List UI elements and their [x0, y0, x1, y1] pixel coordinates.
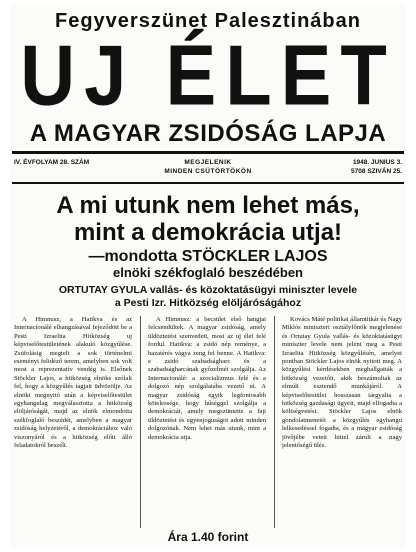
schedule-line-1: MEGJELENIK [184, 159, 232, 166]
letter-line-1: ORTUTAY GYULA vallás- és közoktatásügyi miniszter levele [58, 284, 358, 296]
info-bar [10, 156, 406, 180]
headline-line-2: mint a demokrácia utja! [73, 219, 343, 246]
subheadline-speech: elnöki székfoglaló beszédében [113, 265, 303, 280]
date-line-1: 1948. JUNIUS 3. [352, 159, 402, 166]
newspaper-front-page [10, 4, 406, 548]
masthead-title: UJ ÉLET [20, 28, 396, 124]
publication-schedule [140, 158, 276, 176]
article-column-2 [148, 316, 266, 526]
strapline: Fegyverszünet Palesztinában [55, 10, 361, 32]
masthead-subtitle: A MAGYAR ZSIDÓSÁG LAPJA [29, 120, 387, 147]
column-divider-2 [274, 316, 275, 528]
issue-date [351, 158, 402, 176]
price-label: Ára 1.40 forint [167, 530, 249, 544]
article-column-3 [282, 316, 402, 526]
subheadline-letter [10, 284, 406, 310]
issue-number: IV. ÉVFOLYAM 28. SZÁM [14, 159, 90, 166]
letter-line-2: a Pesti Izr. Hitközség elöljáróságához [114, 297, 302, 309]
column-2-text: A Himnusz: a becsület első hangjai felcsendültek. A magyar zsidóság, amely üldöztetést szenvedett, most az uj élet felé fordul. Hatikva: a zsidó nép reménye, a hazatérés vágya zeng fel benne. A Hatikva: e zsidó szabadságharc és a szabadságharcának győzelmét szolgálja. Az Internacionálé: a szocializmus felé és a dolgozó nép szolgálatába vezető ut. A magyar zsidóság egyik legfontosabb kötelessége, hogy hűséggel szolgálja a demokráciát, amely megszüntette a faji üldöztetést és egyenjoguságot adott minden dolgozónak. Nem lehet más utunk, mint a demokrácia utja. [148, 316, 266, 441]
column-1-text: A Himnusz, a Hatikva és az Internacionálé elhangzásával fejeződött be a Pesti Izraelita Hitközség uj képviselőtestületének alakuló közgyűlése. Zsúfolásig megtelt a sok történelmi eseményt felidéző terem, amelyben sok volt most a reprezentatív vendég is. Elsőnek Stöckler Lajos, a hitközség elnöke szólalt fel, hogy a közgyűlés tagjait üdvözölje. Az elnöki megnyitó után a képviselőtestület egyhangulag megválasztotta a hitközség elöljáróságát, majd az elnök elmondotta székfoglaló beszédét, amelyben a magyar zsidóság helyzetéről, a demokráciához való viszonyáról és a hitközség előtt álló feladatokról beszélt. [14, 316, 132, 450]
article-column-1 [14, 316, 132, 526]
main-headline [10, 192, 406, 246]
headline-line-1: A mi utunk nem lehet más, [56, 192, 360, 219]
date-line-2: 5708 SZIVÁN 25. [351, 168, 402, 175]
schedule-line-2: MINDEN CSÜTÖRTÖKÖN [164, 168, 252, 175]
column-divider-1 [140, 316, 141, 528]
subheadline-speaker: —mondotta STÖCKLER LAJOS [88, 248, 328, 265]
masthead-rule-top [12, 151, 404, 154]
column-3-text: Kovács Máté politikai államtitkár és Nagy Miklós miniszteri osztályfőnök megjelenése és Ortutay Gyula vallás- és közoktatásügyi miniszter levele nem jelent meg a Pesti Izraelita Hitközség közgyűlésén, amelyet pontban Stöckler Lajos elnök nyitott meg. A közgyűlési kérdésekben meghallgatták a hitközség vezetőit, akik beszámoltak az elmúlt esztendő munkájáról. A képviselőtestület hosszasan tárgyalta a hitközség gazdasági ügyeit, majd elfogadta a költségvetést. Stöckler Lajos elnök gondolatmenetét a közgyűlés egyhangu lelkesedéssel fogadta, és a magyar zsidóság jövőjébe vetett hittel zárult a nagy jelentőségű ülés. [282, 316, 402, 450]
masthead-rule-bottom [12, 182, 404, 184]
